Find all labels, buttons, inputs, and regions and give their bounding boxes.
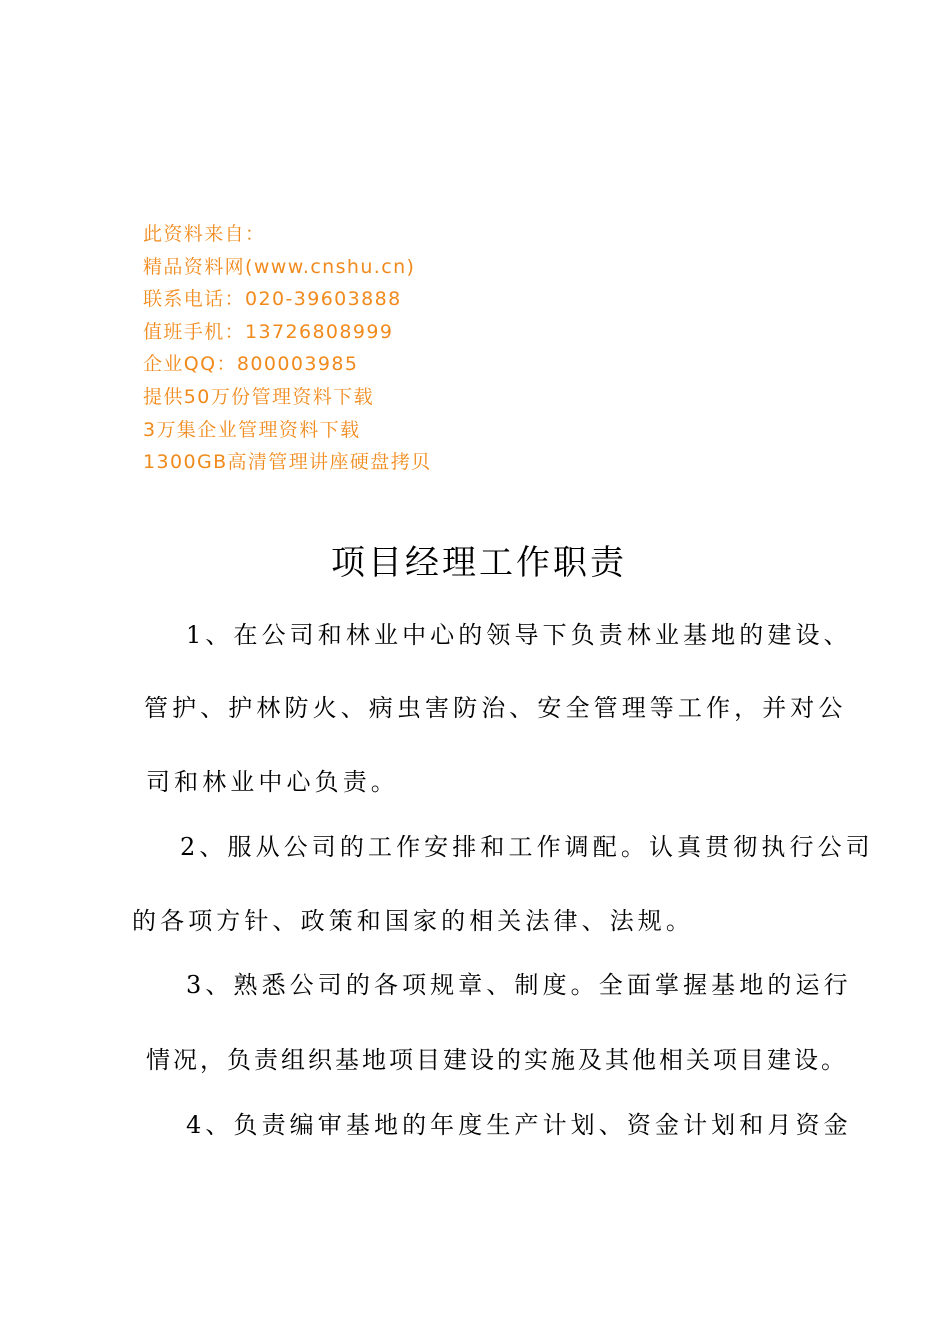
source-line: 此资料来自：: [143, 223, 266, 245]
paragraph-line: 1、在公司和林业中心的领导下负责林业基地的建设、: [186, 621, 852, 649]
document-title: 项目经理工作职责: [331, 543, 627, 583]
paragraph-line: 情况，负责组织基地项目建设的实施及其他相关项目建设。: [146, 1046, 848, 1074]
paragraph-line: 4、负责编审基地的年度生产计划、资金计划和月资金: [186, 1111, 852, 1139]
source-info-block: [143, 218, 603, 479]
paragraph-line: 2、服从公司的工作安排和工作调配。认真贯彻执行公司: [180, 833, 874, 861]
source-offer-line: 3万集企业管理资料下载: [143, 418, 361, 441]
source-offer-line: 1300GB高清管理讲座硬盘拷贝: [143, 451, 432, 474]
source-phone-line: 联系电话：020-39603888: [143, 288, 402, 311]
paragraph-line: 司和林业中心负责。: [146, 768, 399, 796]
paragraph-line: 3、熟悉公司的各项规章、制度。全面掌握基地的运行: [186, 971, 852, 999]
source-qq-line: 企业QQ：800003985: [143, 353, 359, 376]
source-offer-line: 提供50万份管理资料下载: [143, 385, 374, 408]
source-website-line: 精品资料网(www.cnshu.cn): [143, 255, 416, 278]
paragraph-line: 的各项方针、政策和国家的相关法律、法规。: [132, 907, 694, 935]
source-mobile-line: 值班手机：13726808999: [143, 320, 394, 343]
paragraph-line: 管护、护林防火、病虫害防治、安全管理等工作，并对公: [144, 694, 847, 722]
